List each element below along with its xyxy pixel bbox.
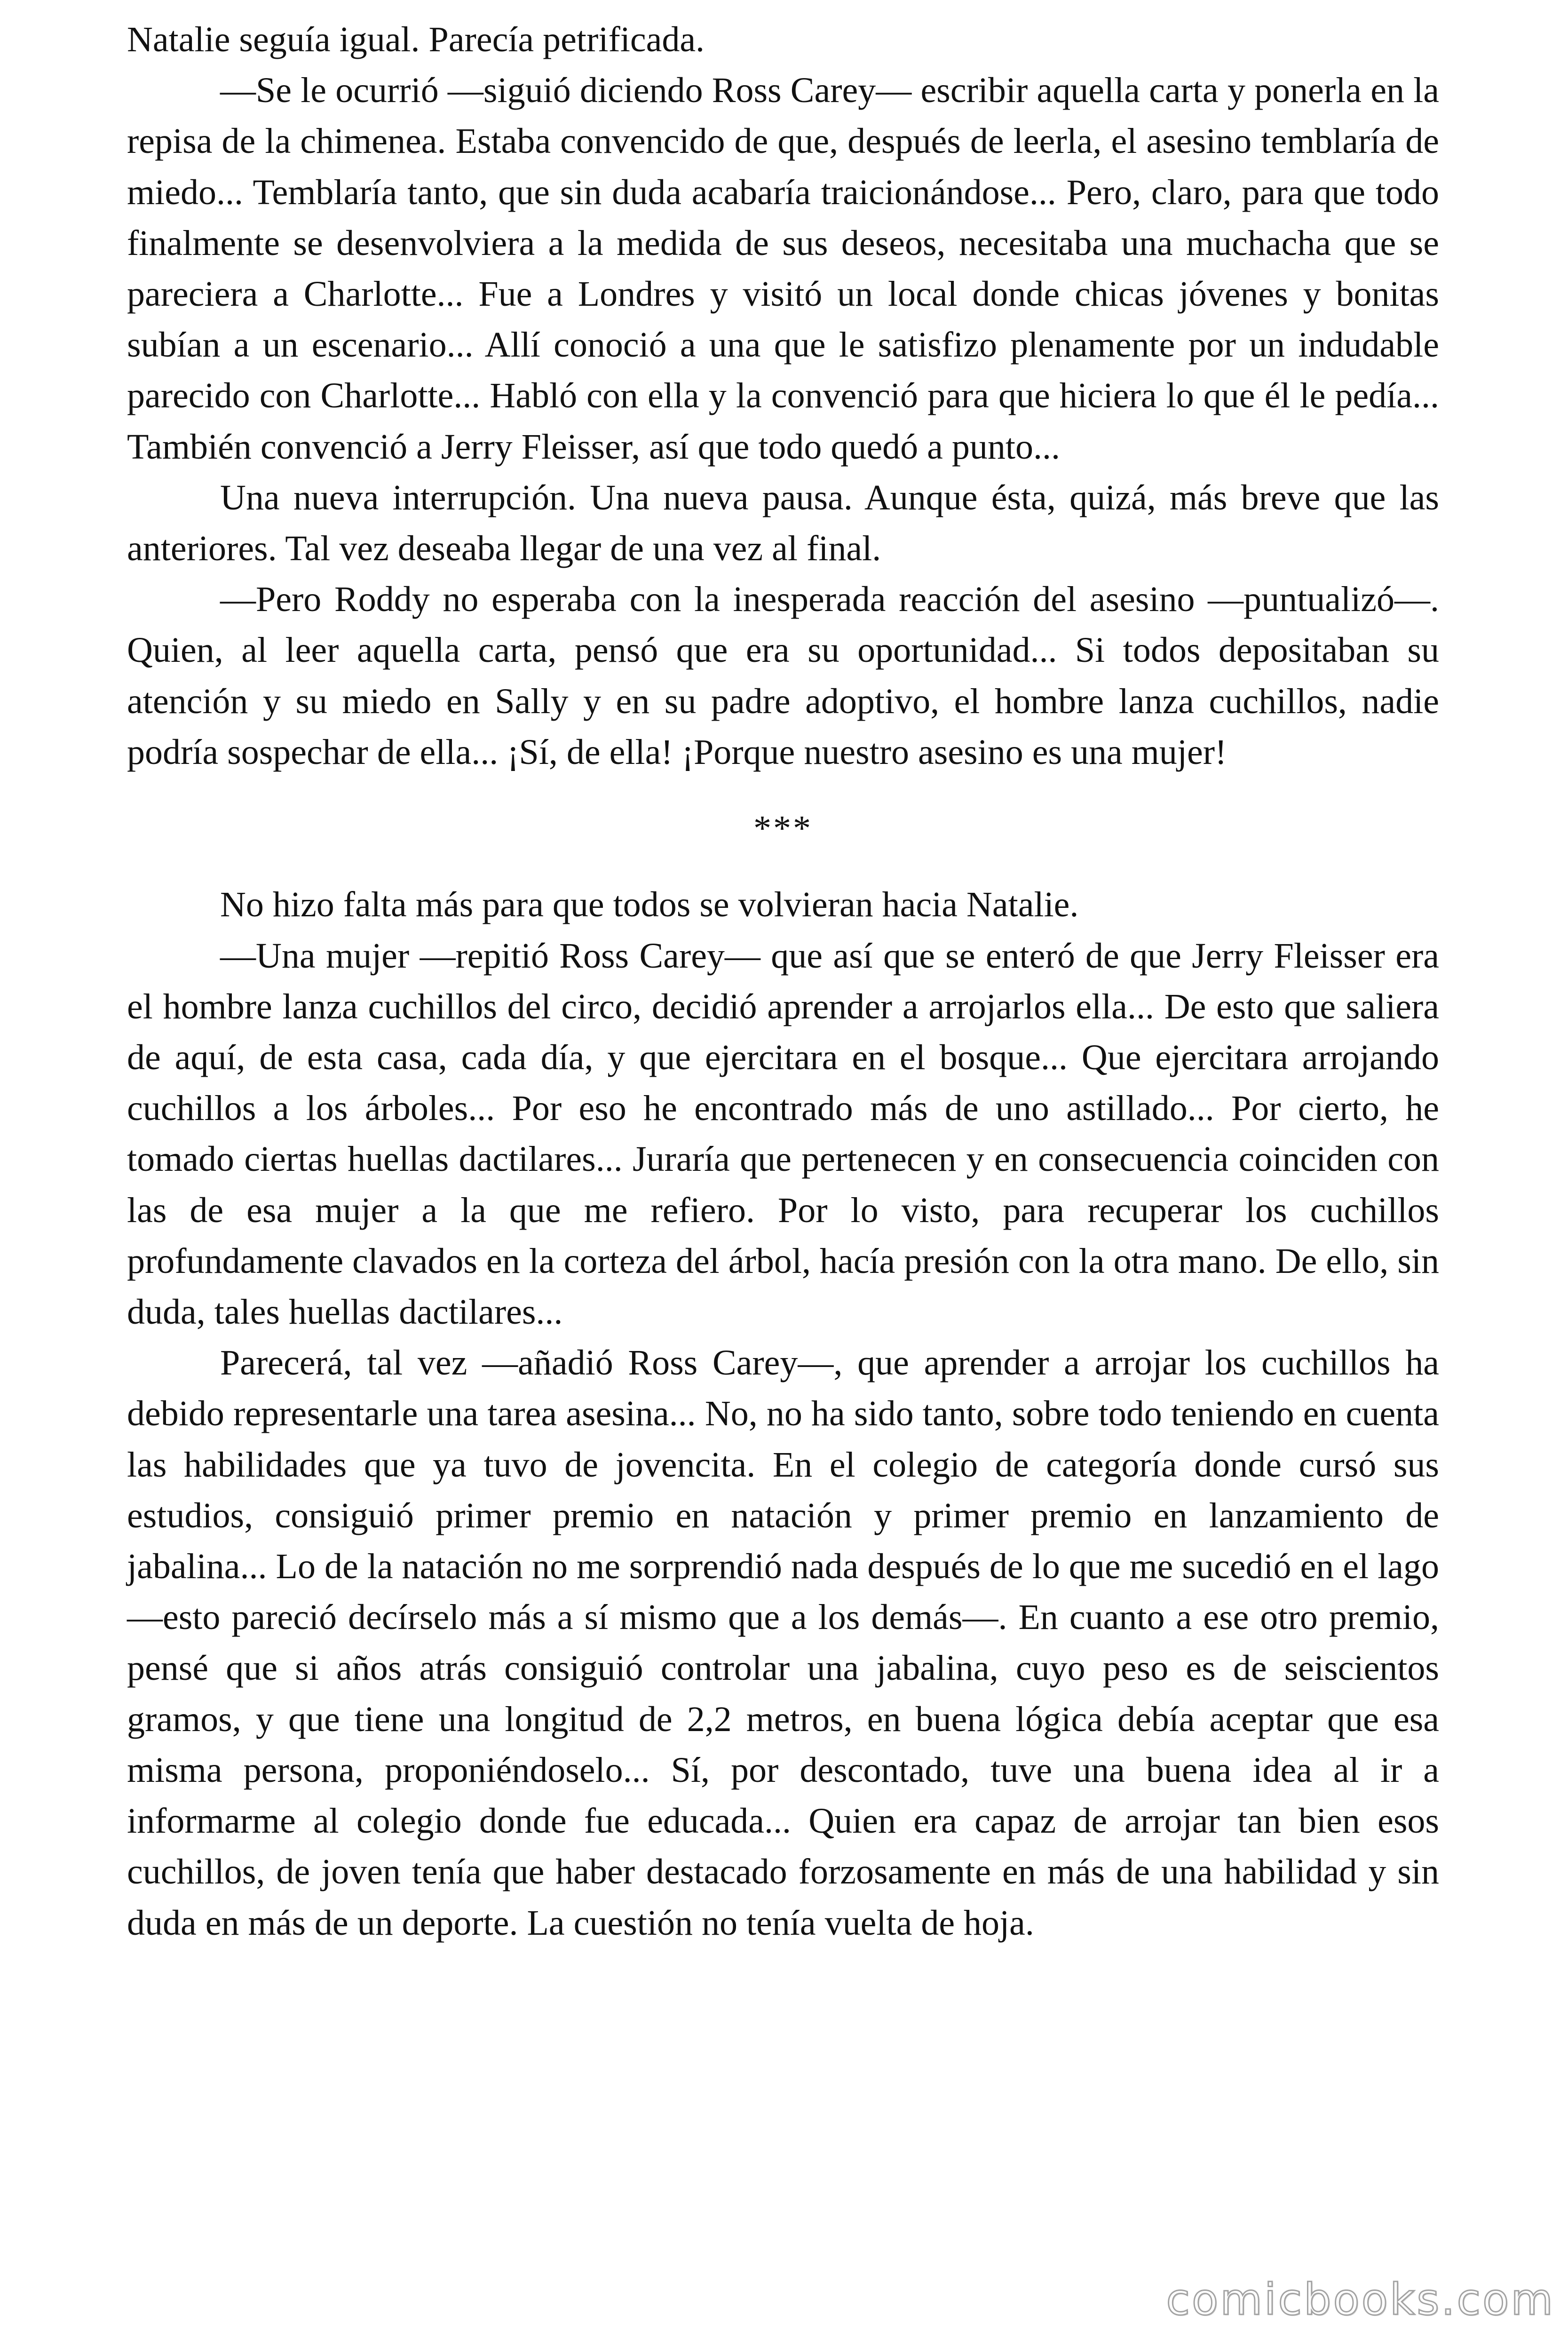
watermark-logo: comicbooks.com	[1166, 2274, 1555, 2325]
paragraph: —Pero Roddy no esperaba con la inesperada reacción del asesino —puntualizó—. Quien, al leer aquella carta, pensó que era su oportunidad... Si todos depositaban su atención y su miedo en Sally y en su padre adoptivo, el hombre lanza cuchillos, nadie podría sospechar de ella... ¡Sí, de ella! ¡Porque nuestro asesino es una mujer!	[127, 580, 1439, 772]
paragraph: Natalie seguía igual. Parecía petrificada.	[127, 20, 705, 59]
book-page	[127, 14, 1439, 1948]
paragraph: —Una mujer —repitió Ross Carey— que así que se enteró de que Jerry Fleisser era el hombre lanza cuchillos del circo, decidió aprender a arrojarlos ella... De esto que saliera de aquí, de esta casa, cada día, y que ejercitara en el bosque... Que ejercitara arrojando cuchillos a los árboles... Por eso he encontrado más de uno astillado... Por cierto, he tomado ciertas huellas dactilares... Juraría que pertenecen y en consecuencia coinciden con las de esa mujer a la que me refiero. Por lo visto, para recuperar los cuchillos profundamente clavados en la corteza del árbol, hacía presión con la otra mano. De ello, sin duda, tales huellas dactilares...	[127, 936, 1439, 1332]
paragraph: Parecerá, tal vez —añadió Ross Carey—, que aprender a arrojar los cuchillos ha debido representarle una tarea asesina... No, no ha sido tanto, sobre todo teniendo en cuenta las habilidades que ya tuvo de jovencita. En el colegio de categoría donde cursó sus estudios, consiguió primer premio en natación y primer premio en lanzamiento de jabalina... Lo de la natación no me sorprendió nada después de lo que me sucedió en el lago —esto pareció decírselo más a sí mismo que a los demás—. En cuanto a ese otro premio, pensé que si años atrás consiguió controlar una jabalina, cuyo peso es de seiscientos gramos, y que tiene una longitud de 2,2 metros, en buena lógica debía aceptar que esa misma persona, proponiéndoselo... Sí, por descontado, tuve una buena idea al ir a informarme al colegio donde fue educada... Quien era capaz de arrojar tan bien esos cuchillos, de joven tenía que haber destacado forzosamente en más de una habilidad y sin duda en más de un deporte. La cuestión no tenía vuelta de hoja.	[127, 1343, 1439, 1943]
paragraph: —Se le ocurrió —siguió diciendo Ross Carey— escribir aquella carta y ponerla en la repisa de la chimenea. Estaba convencido de que, después de leerla, el asesino temblaría de miedo... Temblaría tanto, que sin duda acabaría traicionándose... Pero, claro, para que todo finalmente se desenvolviera a la medida de sus deseos, necesitaba una muchacha que se pareciera a Charlotte... Fue a Londres y visitó un local donde chicas jóvenes y bonitas subían a un escenario... Allí conoció a una que le satisfizo plenamente por un indudable parecido con Charlotte... Habló con ella y la convenció para que hiciera lo que él le pedía... También convenció a Jerry Fleisser, así que todo quedó a punto...	[127, 71, 1439, 467]
scene-break-asterisks: ***	[753, 809, 813, 849]
scene-break	[127, 778, 1439, 879]
paragraph: No hizo falta más para que todos se volvieran hacia Natalie.	[220, 885, 1079, 925]
paragraph: Una nueva interrupción. Una nueva pausa. Aunque ésta, quizá, más breve que las anteriores. Tal vez deseaba llegar de una vez al final.	[127, 477, 1439, 569]
